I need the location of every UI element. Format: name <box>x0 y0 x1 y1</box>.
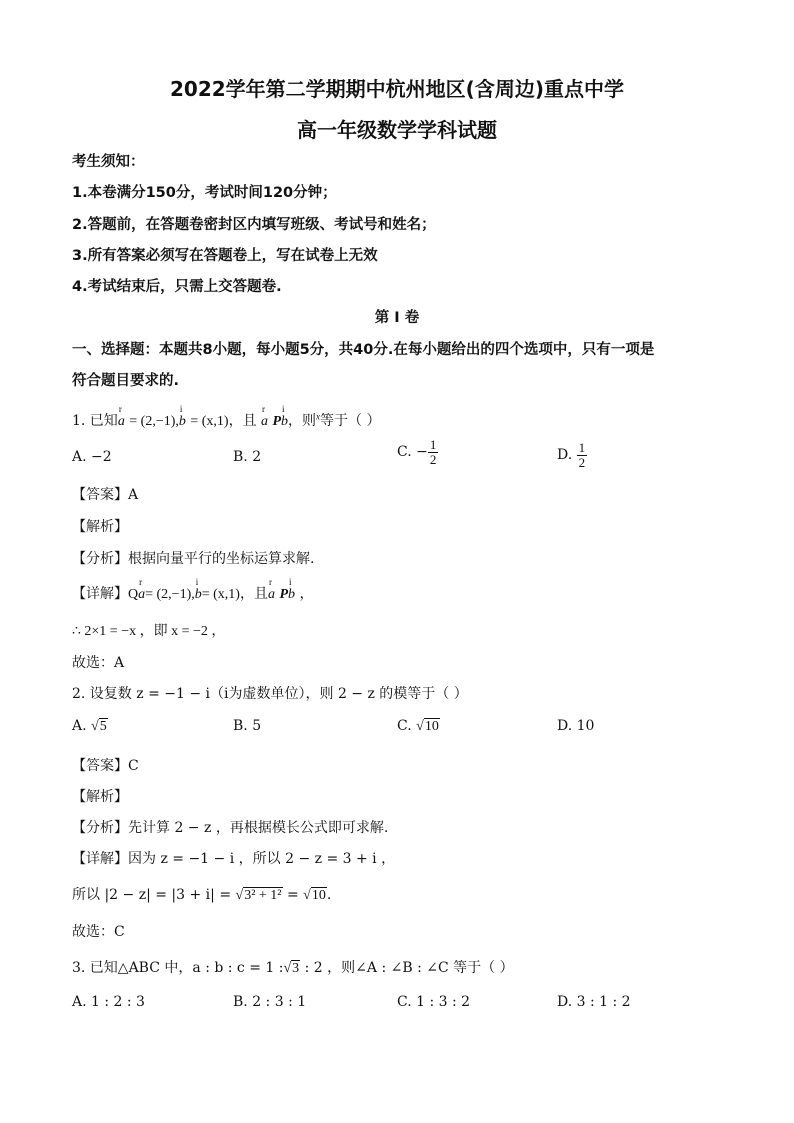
q2-detail: 【详解】因为 z = −1 − i ，所以 2 − z = 3 + i ， <box>72 851 396 867</box>
exam-title: 2022学年第二学期期中杭州地区(含周边)重点中学 <box>170 77 624 101</box>
q3-option-b: B. 2 : 3 : 1 <box>233 994 307 1010</box>
q1-option-a: A. −2 <box>72 449 112 465</box>
q1-fenxi: 【分析】根据向量平行的坐标运算求解. <box>72 551 315 567</box>
q2-option-b: B. 5 <box>233 718 262 734</box>
parallel-symbol: P <box>272 414 282 429</box>
question-3-stem: 3. 已知△ABC 中，a : b : c = 1 :√3 : 2 ，则∠A : ∠B : ∠C 等于（ ） <box>72 960 514 976</box>
q2-option-d: D. 10 <box>557 718 595 734</box>
notice-item: 3.所有答案必须写在答题卷上，写在试卷上无效 <box>72 248 378 264</box>
section-instruction: 一、选择题：本题共8小题，每小题5分，共40分.在每小题给出的四个选项中，只有一项是 <box>72 342 655 358</box>
q1-option-b: B. 2 <box>233 449 262 465</box>
exam-subtitle: 高一年级数学学科试题 <box>297 118 497 142</box>
notice-item: 2.答题前，在答题卷密封区内填写班级、考试号和姓名； <box>72 217 436 233</box>
q1-analysis-label: 【解析】 <box>72 519 128 535</box>
q1-answer: 【答案】A <box>72 487 139 503</box>
q3-option-c: C. 1 : 3 : 2 <box>397 994 471 1010</box>
notice-item: 1.本卷满分150分，考试时间120分钟； <box>72 185 337 201</box>
q2-option-c: C. √10 <box>397 718 439 734</box>
notice-heading: 考生须知： <box>72 154 145 170</box>
q1-option-d: D. $\frac{1}{2}$ <box>557 440 586 470</box>
q2-fenxi: 【分析】先计算 2 − z ，再根据模长公式即可求解. <box>72 820 389 836</box>
question-1-stem: 1. 已知 r a = (2,−1), i b = (x,1)，且 r a P i b，则$^x$等于（ ） <box>72 404 381 429</box>
section-instruction-cont: 符合题目要求的. <box>72 373 180 389</box>
notice-item: 4.考试结束后，只需上交答题卷. <box>72 279 282 295</box>
q2-choose: 故选：C <box>72 924 125 940</box>
q2-analysis-label: 【解析】 <box>72 789 128 805</box>
question-2-stem: 2. 设复数 z = −1 − i（i为虚数单位），则 2 − z 的模等于（ ） <box>72 686 468 702</box>
volume-heading: 第 I 卷 <box>374 310 420 326</box>
q2-option-a: A. √5 <box>72 718 107 734</box>
q1-detail: 【详解】Q r a= (2,−1), i b= (x,1)，且 r a P i b ， <box>72 577 314 602</box>
q3-option-d: D. 3 : 1 : 2 <box>557 994 631 1010</box>
vector-a: r a <box>117 404 125 429</box>
q2-detail-step: 所以 |2 − z| = |3 + i| = √3² + 1² = √10. <box>72 887 332 903</box>
q1-detail-step: ∴ 2×1 = −x ，即 x = −2 ， <box>72 624 226 639</box>
q3-option-a: A. 1 : 2 : 3 <box>72 994 145 1010</box>
vector-b: i b <box>178 404 186 429</box>
q1-choose: 故选：A <box>72 655 125 671</box>
q1-option-c: C. − $\frac{1}{2}$ <box>397 437 437 467</box>
q2-answer: 【答案】C <box>72 758 139 774</box>
